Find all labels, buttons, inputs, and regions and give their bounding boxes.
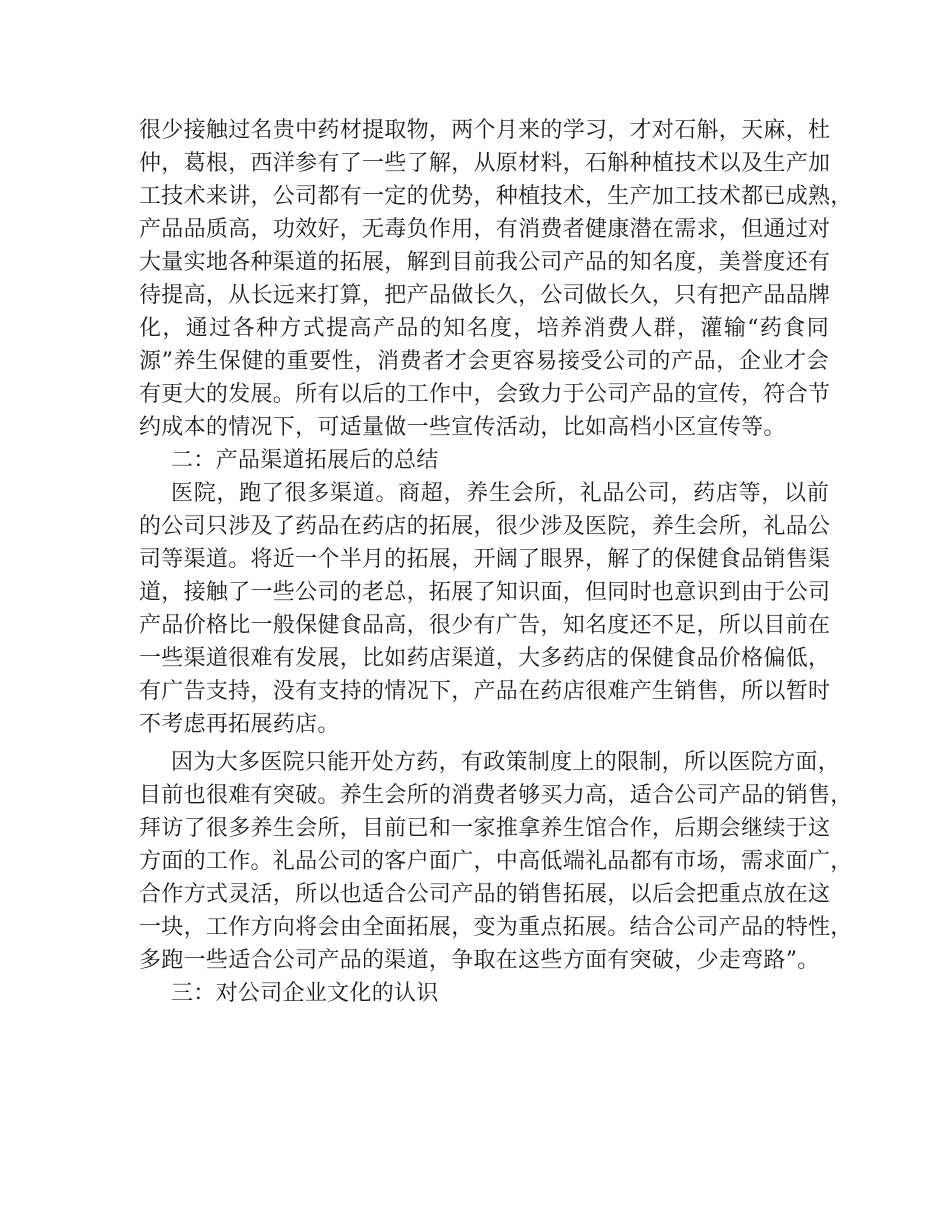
text-line: 的公司只涉及了药品在药店的拓展，很少涉及医院，养生会所，礼品公 — [139, 514, 831, 539]
text-line: 产品品质高，功效好，无毒负作用，有消费者健康潜在需求，但通过对 — [139, 217, 831, 242]
text-line: 仲，葛根，西洋参有了一些了解，从原材料，石斛种植技术以及生产加 — [139, 151, 831, 176]
text-line: 待提高，从长远来打算，把产品做长久，公司做长久，只有把产品品牌 — [139, 283, 831, 308]
text-line: 一块，工作方向将会由全面拓展，变为重点拓展。结合公司产品的特性， — [139, 915, 853, 940]
text-line: 有广告支持，没有支持的情况下，产品在药店很难产生销售，所以暂时 — [139, 679, 831, 704]
text-line: 方面的工作。礼品公司的客户面广，中高低端礼品都有市场，需求面广， — [139, 849, 853, 874]
text-line: 有更大的发展。所有以后的工作中，会致力于公司产品的宣传，符合节 — [139, 382, 831, 407]
paragraph-hospital-and-clubs — [139, 746, 853, 977]
text-line: 工技术来讲，公司都有一定的优势，种植技术，生产加工技术都已成熟， — [139, 184, 853, 209]
text-line: 很少接触过名贵中药材提取物，两个月来的学习，才对石斛，天麻，杜 — [139, 118, 831, 143]
text-line: 不考虑再拓展药店。 — [139, 712, 340, 737]
text-line: 道，接触了一些公司的老总，拓展了知识面，但同时也意识到由于公司 — [139, 580, 831, 605]
text-line: 因为大多医院只能开处方药，有政策制度上的限制，所以医院方面， — [171, 750, 841, 775]
text-line: 大量实地各种渠道的拓展，解到目前我公司产品的知名度，美誉度还有 — [139, 250, 831, 275]
paragraph-product-knowledge — [139, 114, 853, 444]
text-line: 化，通过各种方式提高产品的知名度，培养消费人群，灌输“药食同 — [139, 316, 829, 341]
text-line: 目前也很难有突破。养生会所的消费者够买力高，适合公司产品的销售， — [139, 783, 853, 808]
document-body — [139, 114, 853, 1010]
text-line: 拜访了很多养生会所，目前已和一家推拿养生馆合作，后期会继续于这 — [139, 816, 831, 841]
text-line: 司等渠道。将近一个半月的拓展，开阔了眼界，解了的保健食品销售渠 — [139, 547, 831, 572]
section-heading-channel-summary: 二：产品渠道拓展后的总结 — [171, 448, 439, 473]
text-line: 多跑一些适合公司产品的渠道，争取在这些方面有突破，少走弯路”。 — [139, 948, 820, 973]
text-line: 源”养生保健的重要性，消费者才会更容易接受公司的产品，企业才会 — [139, 349, 829, 374]
section-heading-corporate-culture: 三：对公司企业文化的认识 — [171, 981, 439, 1006]
paragraph-channel-expansion — [139, 477, 829, 741]
text-line: 约成本的情况下，可适量做一些宣传活动，比如高档小区宣传等。 — [139, 415, 786, 440]
text-line: 产品价格比一般保健食品高，很少有广告，知名度还不足，所以目前在 — [139, 613, 831, 638]
text-line: 合作方式灵活，所以也适合公司产品的销售拓展，以后会把重点放在这 — [139, 882, 831, 907]
text-line: 医院，跑了很多渠道。商超，养生会所，礼品公司，药店等，以前 — [171, 481, 829, 506]
text-line: 一些渠道很难有发展，比如药店渠道，大多药店的保健食品价格偏低， — [139, 646, 831, 671]
